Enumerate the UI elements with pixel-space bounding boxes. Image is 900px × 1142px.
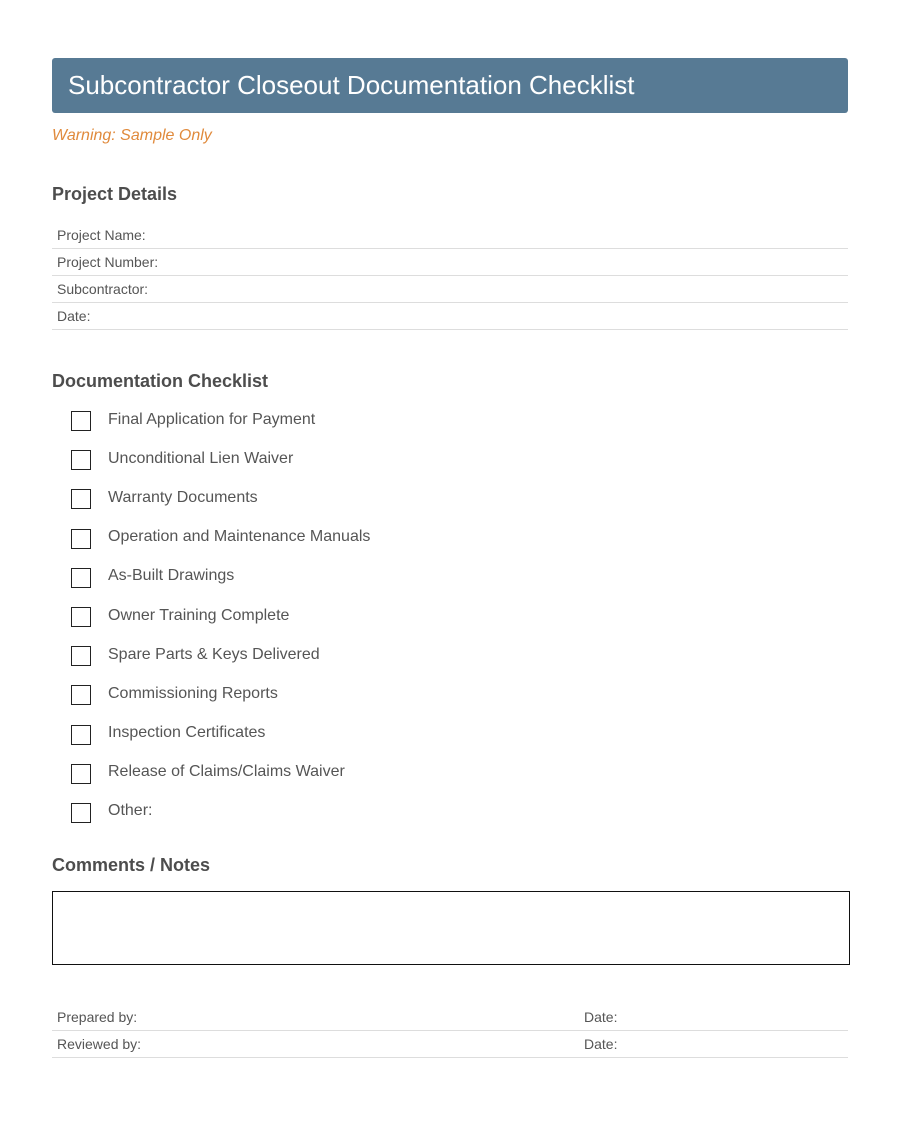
prepared-by-label: Prepared by: — [57, 1009, 138, 1026]
field-label: Subcontractor: — [57, 281, 149, 297]
checkbox[interactable] — [71, 725, 91, 745]
project-details-table — [52, 222, 848, 330]
checklist-item — [52, 792, 848, 831]
checkbox[interactable] — [71, 646, 91, 666]
checklist-item-label: Other: — [108, 802, 153, 820]
project-name-field[interactable] — [52, 222, 848, 249]
warning-note: Warning: Sample Only — [52, 127, 212, 144]
checklist-item-label: Inspection Certificates — [108, 724, 266, 742]
checkbox[interactable] — [71, 568, 91, 588]
documentation-checklist — [52, 400, 848, 831]
checkbox[interactable] — [71, 411, 91, 431]
checkbox[interactable] — [71, 450, 91, 470]
reviewed-date-label: Date: — [584, 1036, 618, 1053]
reviewed-by-row[interactable] — [52, 1031, 848, 1058]
title-bar — [52, 58, 848, 113]
documentation-checklist-heading: Documentation Checklist — [52, 371, 269, 391]
page-title: Subcontractor Closeout Documentation Checklist — [68, 70, 635, 100]
field-label: Project Name: — [57, 227, 146, 243]
checklist-item-label: Unconditional Lien Waiver — [108, 449, 294, 467]
checklist-item — [52, 714, 848, 753]
checklist-item — [52, 557, 848, 596]
comments-heading: Comments / Notes — [52, 855, 211, 876]
checklist-item-label: Warranty Documents — [108, 488, 258, 506]
subcontractor-field[interactable] — [52, 276, 848, 303]
checkbox[interactable] — [71, 803, 91, 823]
checklist-item — [52, 518, 848, 557]
checkbox[interactable] — [71, 607, 91, 627]
checklist-item — [52, 400, 848, 439]
checklist-item — [52, 635, 848, 674]
prepared-by-row[interactable] — [52, 1004, 848, 1031]
checkbox[interactable] — [71, 685, 91, 705]
checklist-item-label: Release of Claims/Claims Waiver — [108, 763, 345, 781]
project-number-field[interactable] — [52, 249, 848, 276]
checklist-item — [52, 596, 848, 635]
reviewed-by-label: Reviewed by: — [57, 1036, 142, 1053]
checklist-item — [52, 439, 848, 478]
checklist-item-label: Spare Parts & Keys Delivered — [108, 645, 320, 663]
date-field[interactable] — [52, 303, 848, 330]
project-details-heading: Project Details — [52, 184, 178, 204]
checklist-item — [52, 753, 848, 792]
checklist-document — [52, 58, 848, 1058]
field-label: Project Number: — [57, 254, 159, 270]
checkbox[interactable] — [71, 764, 91, 784]
checklist-item — [52, 478, 848, 517]
field-label: Date: — [57, 308, 91, 324]
checklist-item-label: As-Built Drawings — [108, 567, 235, 585]
signature-table — [52, 1004, 848, 1058]
checklist-item-label: Commissioning Reports — [108, 684, 278, 702]
checklist-item-label: Owner Training Complete — [108, 606, 290, 624]
checklist-item-label: Final Application for Payment — [108, 410, 316, 428]
checklist-item — [52, 674, 848, 713]
checkbox[interactable] — [71, 529, 91, 549]
checklist-item-label: Operation and Maintenance Manuals — [108, 528, 371, 546]
comments-textarea[interactable] — [52, 891, 850, 965]
prepared-date-label: Date: — [584, 1009, 618, 1026]
checkbox[interactable] — [71, 489, 91, 509]
